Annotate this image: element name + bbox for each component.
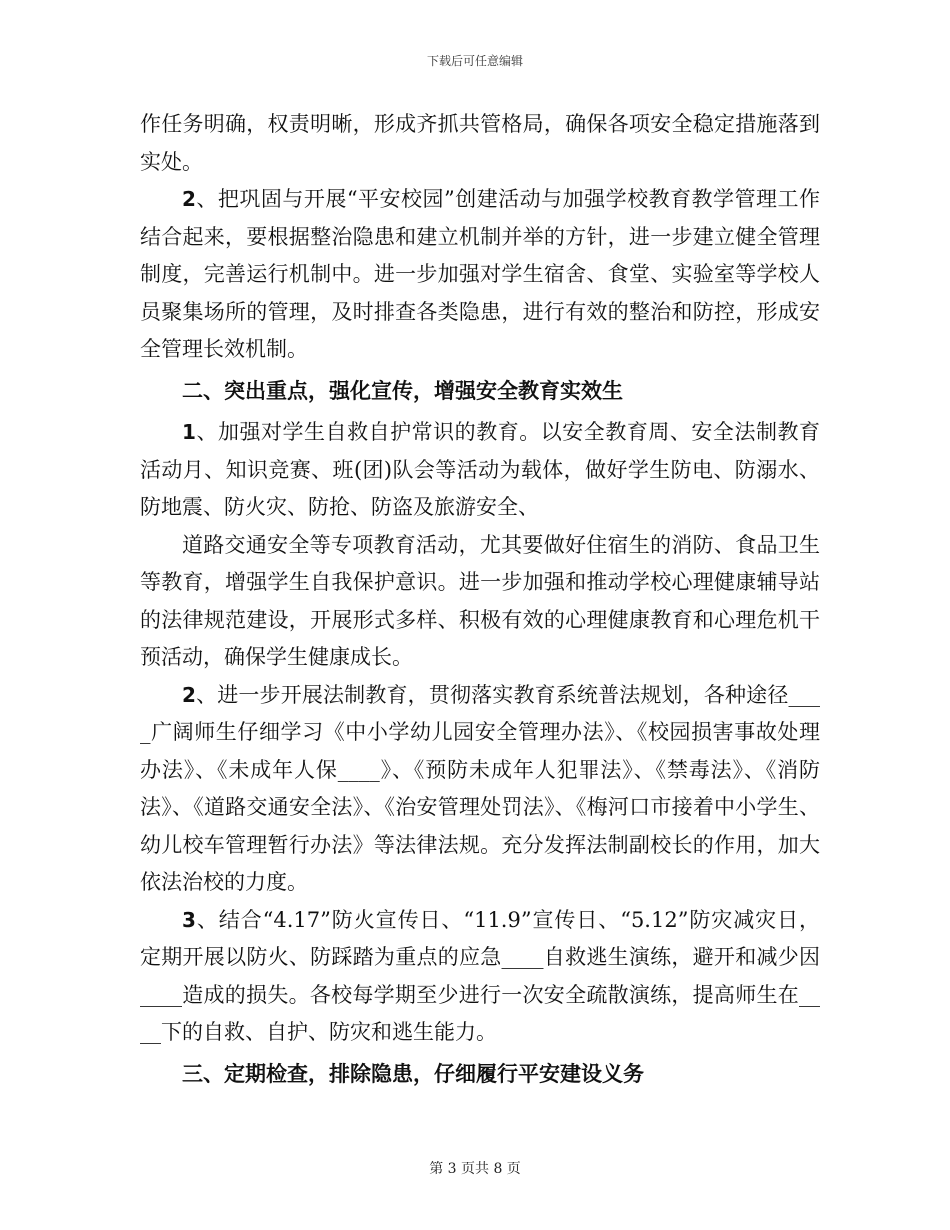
item-number: 2	[182, 187, 196, 211]
paragraph-item-2-legal	[140, 677, 820, 902]
item-number: 1	[182, 420, 196, 444]
section-heading-2: 二、突出重点，强化宣传，增强安全教育实效生	[182, 378, 623, 403]
item-text: 、结合“4.17”防火宣传日、“11.9”宣传日、“5.12”防灾减灾日，定期开展以防火、防踩踏为重点的应急____自救逃生演练，避开和减少因____造成的损失。各校每学期至少进行一次安全疏散演练，提高师生在____下的自救、自护、防灾和逃生能力。	[140, 907, 820, 1044]
paragraph-item-1-self-rescue	[140, 414, 820, 527]
item-text: 、把巩固与开展“平安校园”创建活动与加强学校教育教学管理工作结合起来，要根据整治隐患和建立机制并举的方针，进一步建立健全管理制度，完善运行机制中。进一步加强对学生宿舍、食堂、实验室等学校人员聚集场所的管理，及时排查各类隐患，进行有效的整治和防控，形成安全管理长效机制。	[140, 187, 820, 361]
item-number: 3	[182, 907, 196, 932]
page-footer-number: 第 3 页共 8 页	[429, 1161, 521, 1177]
paragraph-item-3-drills	[140, 902, 820, 1052]
document-body	[140, 106, 820, 1093]
paragraph-item-2-campus	[140, 181, 820, 369]
section-heading-3: 三、定期检查，排除隐患，仔细履行平安建设义务	[182, 1061, 644, 1086]
item-text: 、加强对学生自救自护常识的教育。以安全教育周、安全法制教育活动月、知识竞赛、班(团)队会等活动为载体，做好学生防电、防溺水、防地震、防火灾、防抢、防盗及旅游安全、	[140, 420, 820, 519]
item-text: 、进一步开展法制教育，贯彻落实教育系统普法规划，各种途径____广阔师生仔细学习《中小学幼儿园安全管理办法》、《校园损害事故处理办法》、《未成年人保____》、《预防未成年人犯罪法》、《禁毒法》、《消防法》、《道路交通安全法》、《治安管理处罚法》、《梅河口市接着中小学生、幼儿校车管理暂行办法》等法律法规。充分发挥法制副校长的作用，加大依法治校的力度。	[140, 682, 820, 894]
paragraph-continuation: 作任务明确，权责明晰，形成齐抓共管格局，确保各项安全稳定措施落到实处。	[140, 112, 820, 174]
paragraph-traffic-safety: 道路交通安全等专项教育活动，尤其要做好住宿生的消防、食品卫生等教育，增强学生自我保护意识。进一步加强和推动学校心理健康辅导站的法律规范建设，开展形式多样、积极有效的心理健康教育和心理危机干预活动，确保学生健康成长。	[140, 532, 820, 669]
item-number: 2	[182, 682, 196, 707]
page-header-note: 下载后可任意编辑	[426, 54, 523, 68]
